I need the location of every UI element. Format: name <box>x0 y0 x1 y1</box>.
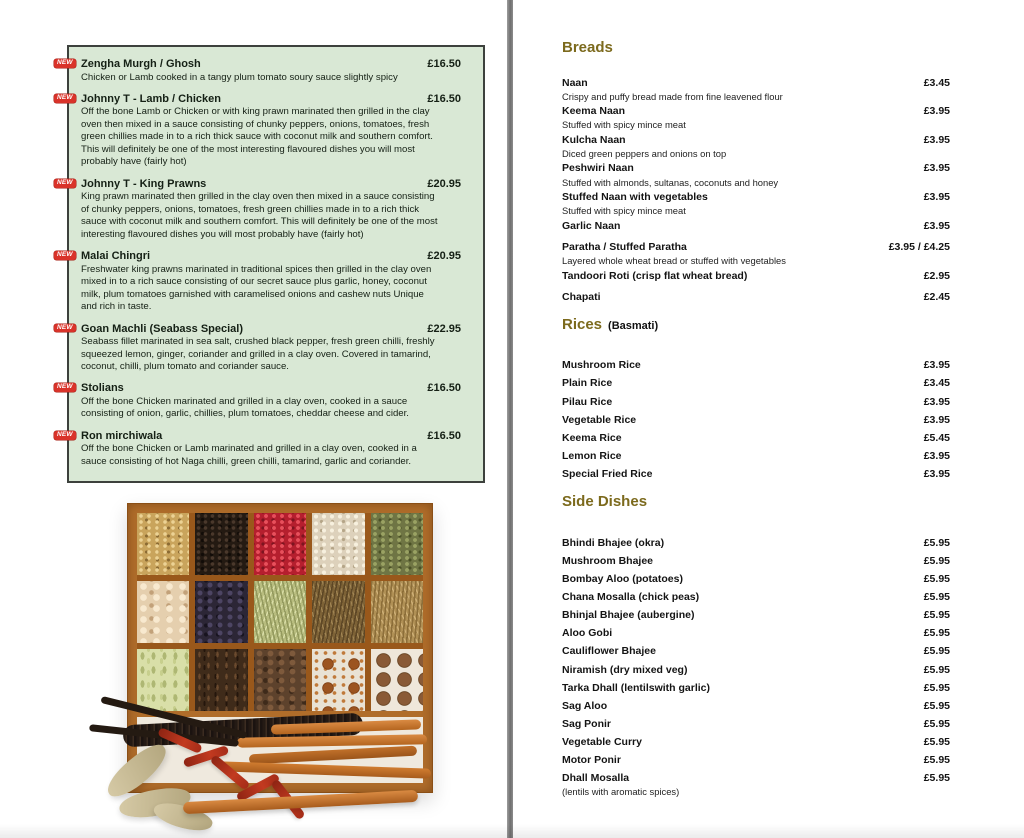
menu-item <box>562 270 950 283</box>
menu-item <box>562 377 950 390</box>
dish-name: Mushroom Rice <box>562 359 641 372</box>
menu-item <box>562 573 950 586</box>
dish-name: Malai Chingri <box>81 250 151 263</box>
section-items <box>562 537 950 799</box>
right-page <box>513 0 1024 838</box>
dish-name: Goan Machli (Seabass Special) <box>81 322 244 335</box>
section-title-text: Side Dishes <box>562 493 648 511</box>
dish-title-row <box>562 700 950 713</box>
dish-description: Off the bone Chicken marinated and grilled in a clay oven, cooked in a sauce consisting of onion, garlic, chillies, plum tomatoes, cheddar cheese and cider. <box>81 395 409 420</box>
dish-name: Keema Naan <box>562 105 626 118</box>
dish-price: £3.95 <box>923 133 950 146</box>
dish-title-row <box>562 134 950 147</box>
page-bottom-edge <box>0 824 1024 838</box>
menu-item <box>562 700 950 713</box>
dish-description: Chicken or Lamb cooked in a tangy plum tomato soury sauce slightly spicy <box>81 71 398 83</box>
dish-name: Niramish (dry mixed veg) <box>562 663 688 676</box>
dish-price: £2.45 <box>923 290 950 303</box>
menu-item <box>562 718 950 731</box>
menu-item <box>562 627 950 640</box>
green-peppercorns-cell <box>371 513 423 575</box>
dish-price: £20.95 <box>427 250 461 263</box>
dish-price: £5.95 <box>923 736 950 749</box>
dish-title-row <box>562 220 950 233</box>
dish-name: Johnny T - Lamb / Chicken <box>81 92 221 105</box>
dish-title-row <box>562 537 950 550</box>
dish-name: Cauliflower Bhajee <box>562 645 656 658</box>
dish-price: £22.95 <box>427 322 461 335</box>
menu-item <box>562 359 950 372</box>
dish-name: Tarka Dhall (lentilswith garlic) <box>562 681 711 694</box>
dish-title-row <box>562 291 950 304</box>
menu-item <box>562 664 950 677</box>
dish-name: Special Fried Rice <box>562 468 653 481</box>
dish-title-row <box>81 430 461 442</box>
menu-item <box>562 162 950 188</box>
dish-title-row <box>562 555 950 568</box>
dish-description: Stuffed with almonds, sultanas, coconuts and honey <box>562 176 779 188</box>
dish-price: £3.95 <box>923 413 950 426</box>
dish-title-row <box>562 754 950 767</box>
menu-item <box>562 105 950 131</box>
dish-name: Motor Ponir <box>562 754 621 767</box>
dish-name: Kulcha Naan <box>562 133 626 146</box>
special-menu-item <box>57 58 461 84</box>
dish-name: Ron mirchiwala <box>81 429 163 442</box>
dish-title-row <box>562 377 950 390</box>
dish-name: Stolians <box>81 382 124 395</box>
dish-name: Peshwiri Naan <box>562 162 634 175</box>
dish-price: £3.95 <box>923 449 950 462</box>
dish-description: Stuffed with spicy mince meat <box>562 119 686 131</box>
dish-price: £5.95 <box>923 645 950 658</box>
new-badge: NEW <box>54 251 76 260</box>
menu-item <box>562 555 950 568</box>
specials-box <box>57 45 485 483</box>
menu-item <box>562 134 950 160</box>
dish-title-row <box>562 573 950 586</box>
dish-price: £5.95 <box>923 754 950 767</box>
dish-price: £5.95 <box>923 699 950 712</box>
special-menu-item <box>57 429 461 468</box>
menu-item <box>562 220 950 233</box>
dish-title-row <box>562 664 950 677</box>
dish-description: Off the bone Lamb or Chicken or with king prawn marinated then grilled in the clay oven then mixed in a sauce consisting of chunky peppers, onions, tomatoes, fresh green chillies made in to a rich thick sauce with coconut milk and southern comfort. This will definitely be one of the most interesting flavoured dishes you will most probably have (fairly hot) <box>81 106 433 168</box>
dish-title-row <box>81 93 461 105</box>
dish-name: Chana Mosalla (chick peas) <box>562 591 700 604</box>
dish-title-row <box>562 718 950 731</box>
dish-description: Crispy and puffy bread made from fine leavened flour <box>562 90 783 102</box>
dish-title-row <box>562 736 950 749</box>
dish-name: Bombay Aloo (potatoes) <box>562 572 683 585</box>
menu-item <box>562 396 950 409</box>
nutmegs-cell <box>371 649 423 711</box>
cinnamon-stick <box>249 746 417 765</box>
long-spice-tray <box>137 717 423 783</box>
menu-item <box>562 645 950 658</box>
dish-price: £5.95 <box>923 627 950 640</box>
cardamom-pods-cell <box>137 649 189 711</box>
dish-description: King prawn marinated then grilled in the clay oven then mixed in a sauce consisting of chunky peppers, onions, tomatoes, fresh green chillies made in to a rich thick sauce with coconut milk and southern comfort. This will definitely be one of the most interesting flavoured dishes you will most probably have (fairly hot) <box>81 191 438 240</box>
new-badge: NEW <box>54 431 76 440</box>
spice-compartments <box>137 513 423 711</box>
dish-price: £16.50 <box>427 429 461 442</box>
dish-name: Dhall Mosalla <box>562 772 630 785</box>
pink-peppercorns-cell <box>254 513 306 575</box>
dish-name: Aloo Gobi <box>562 627 613 640</box>
section-title-text: Rices <box>562 315 603 333</box>
dish-name: Chapati <box>562 290 601 303</box>
dish-title-row <box>562 627 950 640</box>
dish-title-row <box>562 682 950 695</box>
dish-description: Seabass fillet marinated in sea salt, crushed black pepper, fresh green chilli, freshly squeezed lemon, ginger, coriander and grilled in a clay oven. Covered in tamarind, coconut, chilli, plum tomato and coriander sauce. <box>81 336 435 372</box>
menu-item <box>562 414 950 427</box>
dish-price: £16.50 <box>427 58 461 70</box>
menu-item <box>562 591 950 604</box>
section-title-text: Breads <box>562 39 613 56</box>
menu-item <box>562 537 950 550</box>
dish-description: Freshwater king prawns marinated in traditional spices then grilled in the clay oven mixed in to a rich sauce consisting of our secret sauce plus garlic, honey, coconut milk, plum tomatoes garnished with caramelised onions and cashew nuts Unique and rich in taste. <box>81 263 432 313</box>
section-title <box>562 40 950 57</box>
dish-name: Zengha Murgh / Ghosh <box>81 58 201 70</box>
dish-title-row <box>562 270 950 283</box>
dish-price: £5.95 <box>923 681 950 694</box>
section-title <box>562 317 950 334</box>
dish-price: £5.95 <box>923 663 950 676</box>
section-items <box>562 77 950 304</box>
dish-title-row <box>562 772 950 785</box>
new-badge: NEW <box>54 383 76 392</box>
dish-price: £5.95 <box>923 717 950 730</box>
new-badge: NEW <box>54 324 76 333</box>
special-menu-item <box>57 177 461 241</box>
menu-item <box>562 450 950 463</box>
dish-name: Johnny T - King Prawns <box>81 177 207 190</box>
dish-description: Layered whole wheat bread or stuffed with vegetables <box>562 255 786 267</box>
new-badge: NEW <box>54 179 76 188</box>
menu-item <box>562 736 950 749</box>
dish-name: Sag Aloo <box>562 699 608 712</box>
section-items <box>562 359 950 481</box>
dish-title-row <box>562 591 950 604</box>
section-title-suffix: (Basmati) <box>608 319 659 332</box>
spice-box-photo <box>95 500 440 835</box>
menu-item <box>562 609 950 622</box>
dish-title-row <box>562 162 950 175</box>
dish-name: Tandoori Roti (crisp flat wheat bread) <box>562 269 748 282</box>
dish-price: £3.95 / £4.25 <box>888 240 950 253</box>
dish-name: Sag Ponir <box>562 717 612 730</box>
dish-name: Garlic Naan <box>562 219 621 232</box>
dish-price: £3.95 <box>923 191 950 204</box>
menu-item <box>562 754 950 767</box>
dish-price: £5.45 <box>923 431 950 444</box>
dish-price: £2.95 <box>923 269 950 282</box>
dish-title-row <box>562 396 950 409</box>
menu-item <box>562 291 950 304</box>
dish-price: £5.95 <box>923 591 950 604</box>
dish-price: £3.95 <box>923 395 950 408</box>
dish-description: Diced green peppers and onions on top <box>562 147 727 159</box>
new-badge: NEW <box>54 59 76 68</box>
dish-price: £3.95 <box>923 219 950 232</box>
menu-item <box>562 468 950 481</box>
white-peppercorns-cell <box>312 513 364 575</box>
dish-title-row <box>562 432 950 445</box>
special-menu-item <box>57 382 461 420</box>
allspice-berries-cell <box>254 649 306 711</box>
dish-price: £5.95 <box>923 554 950 567</box>
dish-title-row <box>81 382 461 394</box>
dish-name: Mushroom Bhajee <box>562 554 654 567</box>
dish-title-row <box>562 450 950 463</box>
dish-title-row <box>81 58 461 70</box>
dish-name: Bhindi Bhajee (okra) <box>562 536 665 549</box>
dish-title-row <box>81 250 461 262</box>
dish-title-row <box>562 609 950 622</box>
dish-name: Pilau Rice <box>562 395 613 408</box>
menu-section <box>562 40 950 304</box>
star-anise-cell <box>312 649 364 711</box>
dish-price: £5.95 <box>923 772 950 785</box>
dish-name: Paratha / Stuffed Paratha <box>562 240 687 253</box>
dish-name: Bhinjal Bhajee (aubergine) <box>562 609 695 622</box>
dish-title-row <box>562 77 950 90</box>
dish-title-row <box>562 468 950 481</box>
section-title <box>562 494 950 511</box>
menu-item <box>562 772 950 798</box>
dish-name: Stuffed Naan with vegetables <box>562 191 708 204</box>
dish-title-row <box>562 414 950 427</box>
dish-price: £3.95 <box>923 105 950 118</box>
dish-name: Vegetable Curry <box>562 736 642 749</box>
dish-price: £16.50 <box>427 382 461 395</box>
dill-seeds-cell <box>254 581 306 643</box>
dish-name: Lemon Rice <box>562 449 622 462</box>
dish-name: Naan <box>562 76 588 89</box>
blanched-nuts-cell <box>137 581 189 643</box>
dish-description: Off the bone Chicken or Lamb marinated and grilled in a clay oven, cooked in a sauce consisting of hot Naga chilli, green chilli, tamarind, garlic and coriander. <box>81 443 417 467</box>
dish-price: £3.45 <box>923 76 950 89</box>
special-menu-item <box>57 92 461 169</box>
menu-item <box>562 191 950 217</box>
dish-title-row <box>562 359 950 372</box>
dish-name: Keema Rice <box>562 431 622 444</box>
dish-title-row <box>562 241 950 254</box>
dish-price: £3.95 <box>923 359 950 372</box>
menu-item <box>562 241 950 267</box>
wooden-spice-box <box>127 503 433 793</box>
dish-price: £3.95 <box>923 468 950 481</box>
dish-price: £20.95 <box>427 177 461 190</box>
menu-item <box>562 432 950 445</box>
cumin-seeds-cell <box>312 581 364 643</box>
dish-title-row <box>562 645 950 658</box>
cloves-cell <box>195 649 247 711</box>
dish-description: Stuffed with spicy mince meat <box>562 205 686 217</box>
special-menu-item <box>57 322 461 374</box>
dish-title-row <box>562 105 950 118</box>
dish-description: (lentils with aromatic spices) <box>562 786 680 798</box>
menu-item <box>562 682 950 695</box>
dish-price: £5.95 <box>923 536 950 549</box>
caraway-seeds-cell <box>371 581 423 643</box>
cinnamon-stick <box>219 761 431 778</box>
dish-price: £3.95 <box>923 162 950 175</box>
new-badge: NEW <box>54 94 76 103</box>
dish-price: £5.95 <box>923 572 950 585</box>
black-peppercorns-cell <box>195 513 247 575</box>
dish-price: £5.95 <box>923 609 950 622</box>
black-raisins-cell <box>195 581 247 643</box>
dish-price: £3.45 <box>923 377 950 390</box>
menu-section <box>562 494 950 798</box>
dish-title-row <box>81 178 461 190</box>
coriander-seeds-cell <box>137 513 189 575</box>
dish-title-row <box>562 191 950 204</box>
dish-name: Plain Rice <box>562 377 613 390</box>
dish-title-row <box>81 323 461 335</box>
dish-name: Vegetable Rice <box>562 413 637 426</box>
menu-item <box>562 77 950 103</box>
menu-section <box>562 317 950 481</box>
special-menu-item <box>57 250 461 313</box>
dish-price: £16.50 <box>427 92 461 105</box>
